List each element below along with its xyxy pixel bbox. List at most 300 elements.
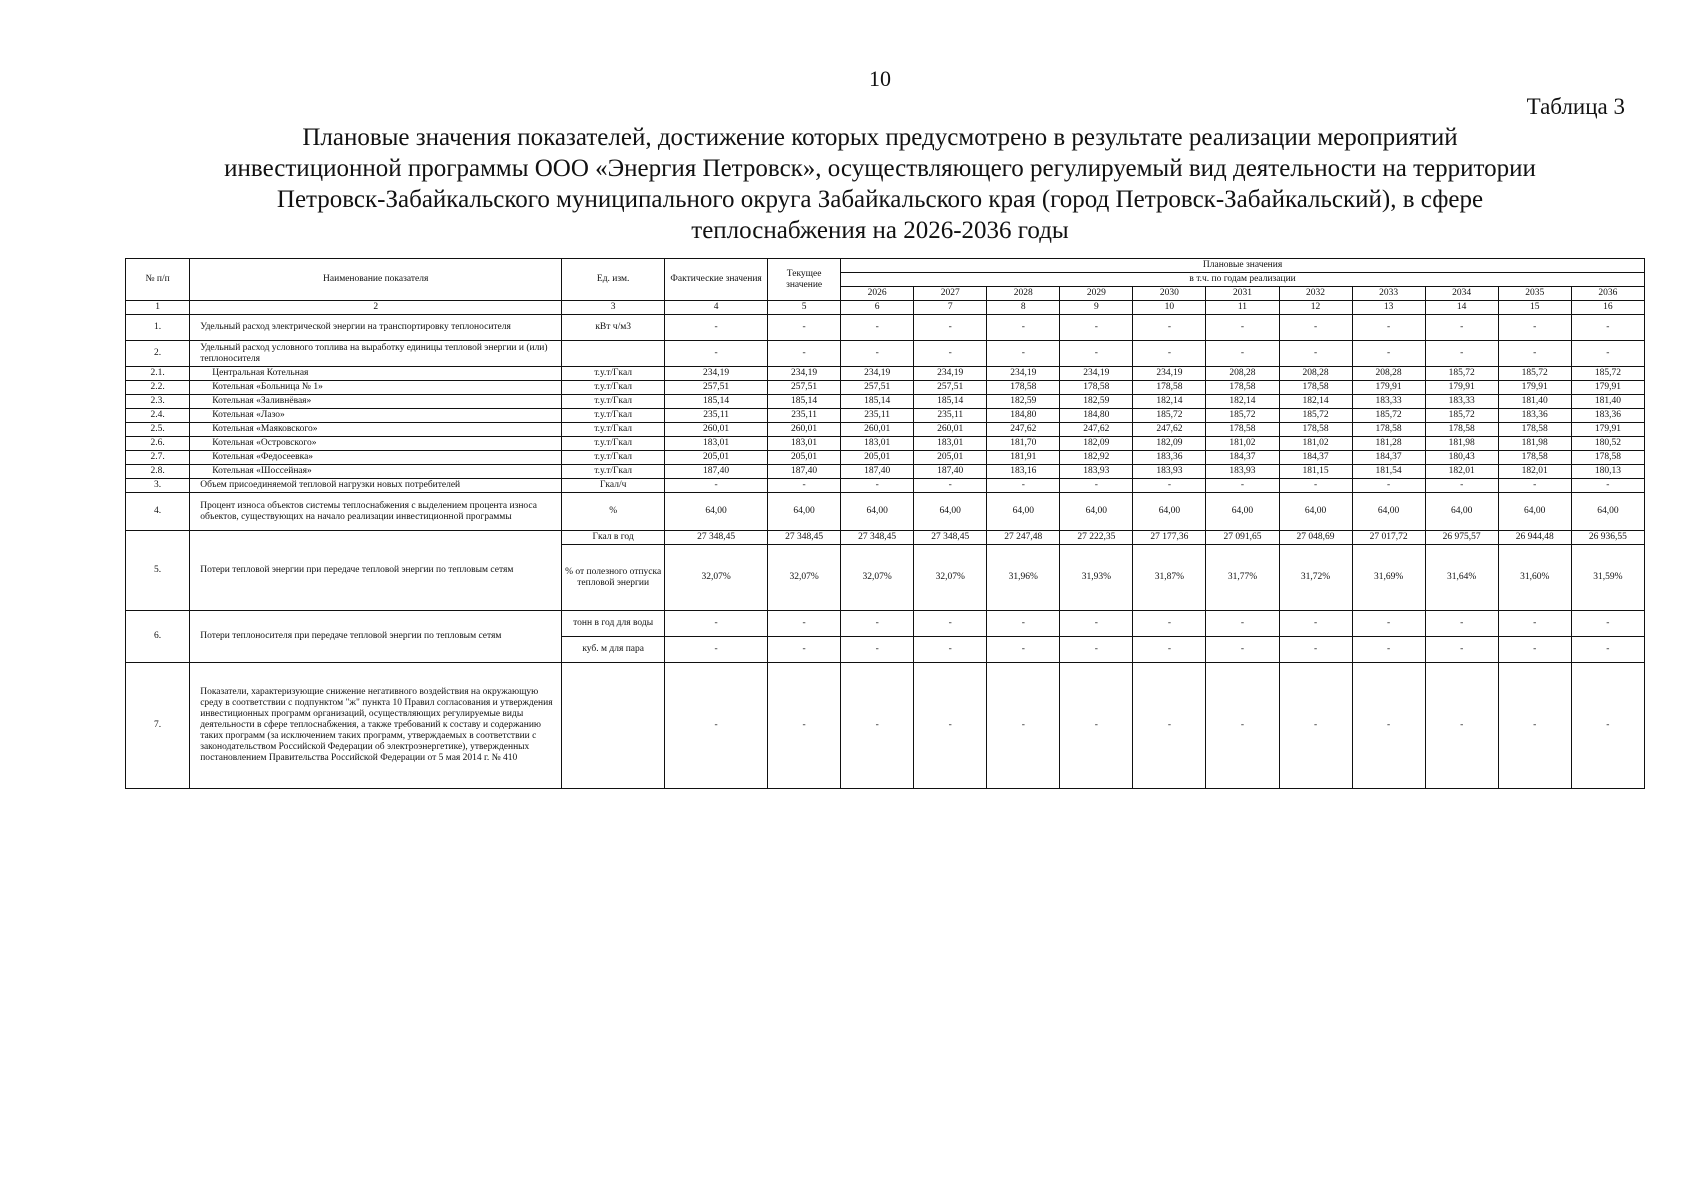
- column-number: 5: [768, 301, 841, 315]
- year-header: 2030: [1133, 287, 1206, 301]
- table-row: [126, 451, 1645, 465]
- value-cell: 260,01: [768, 423, 841, 437]
- value-cell: 187,40: [914, 465, 987, 479]
- value-cell: -: [1206, 611, 1279, 637]
- value-cell: -: [768, 637, 841, 663]
- table-row: [126, 395, 1645, 409]
- value-cell: 184,37: [1279, 451, 1352, 465]
- value-cell: -: [1206, 663, 1279, 789]
- value-cell: -: [1279, 663, 1352, 789]
- indicator-name: Потери теплоносителя при передаче тепловой энергии по тепловым сетям: [190, 611, 562, 663]
- value-cell: 27 348,45: [768, 531, 841, 545]
- value-cell: 260,01: [665, 423, 768, 437]
- value-cell: 234,19: [914, 367, 987, 381]
- value-cell: 178,58: [1425, 423, 1498, 437]
- value-cell: -: [987, 637, 1060, 663]
- unit: т.у.т/Гкал: [562, 409, 665, 423]
- year-header: 2026: [841, 287, 914, 301]
- value-cell: 181,15: [1279, 465, 1352, 479]
- value-cell: 257,51: [914, 381, 987, 395]
- value-cell: 182,09: [1060, 437, 1133, 451]
- value-cell: 183,01: [914, 437, 987, 451]
- value-cell: 234,19: [1060, 367, 1133, 381]
- value-cell: -: [841, 315, 914, 341]
- column-numbers-row: [126, 301, 1645, 315]
- value-cell: 234,19: [841, 367, 914, 381]
- row-number: 2.3.: [126, 395, 190, 409]
- value-cell: 178,58: [1279, 381, 1352, 395]
- value-cell: -: [841, 341, 914, 367]
- row-number: 2.7.: [126, 451, 190, 465]
- value-cell: 182,14: [1133, 395, 1206, 409]
- value-cell: 182,01: [1425, 465, 1498, 479]
- value-cell: 64,00: [1206, 493, 1279, 531]
- value-cell: 184,37: [1206, 451, 1279, 465]
- value-cell: -: [1352, 479, 1425, 493]
- indicator-name: Котельная «Заливнёвая»: [190, 395, 562, 409]
- value-cell: 32,07%: [841, 545, 914, 611]
- table-row: [126, 341, 1645, 367]
- value-cell: -: [914, 341, 987, 367]
- value-cell: -: [1060, 315, 1133, 341]
- value-cell: -: [1571, 663, 1644, 789]
- value-cell: 179,91: [1571, 381, 1644, 395]
- row-number: 2.4.: [126, 409, 190, 423]
- value-cell: 27 348,45: [914, 531, 987, 545]
- value-cell: -: [1425, 341, 1498, 367]
- value-cell: -: [1060, 637, 1133, 663]
- value-cell: 183,01: [841, 437, 914, 451]
- indicator-name: Котельная «Лазо»: [190, 409, 562, 423]
- year-header: 2031: [1206, 287, 1279, 301]
- value-cell: -: [1133, 341, 1206, 367]
- value-cell: 260,01: [841, 423, 914, 437]
- value-cell: 205,01: [914, 451, 987, 465]
- value-cell: -: [987, 341, 1060, 367]
- value-cell: 181,98: [1498, 437, 1571, 451]
- page-number: 10: [869, 66, 891, 91]
- value-cell: 182,14: [1206, 395, 1279, 409]
- value-cell: 178,58: [987, 381, 1060, 395]
- indicator-name: Удельный расход условного топлива на выработку единицы тепловой энергии и (или) теплоносителя: [190, 341, 562, 367]
- value-cell: -: [768, 341, 841, 367]
- value-cell: -: [665, 341, 768, 367]
- indicator-name: Процент износа объектов системы теплоснабжения с выделением процента износа объектов, существующих на начало реализации инвестиционной программы: [190, 493, 562, 531]
- unit: тонн в год для воды: [562, 611, 665, 637]
- value-cell: 205,01: [665, 451, 768, 465]
- value-cell: -: [1498, 341, 1571, 367]
- value-cell: 180,52: [1571, 437, 1644, 451]
- value-cell: 64,00: [914, 493, 987, 531]
- value-cell: 235,11: [914, 409, 987, 423]
- value-cell: -: [1279, 315, 1352, 341]
- value-cell: 234,19: [768, 367, 841, 381]
- value-cell: -: [1571, 637, 1644, 663]
- table-row: [126, 423, 1645, 437]
- column-number: 15: [1498, 301, 1571, 315]
- value-cell: 182,59: [987, 395, 1060, 409]
- value-cell: 31,72%: [1279, 545, 1352, 611]
- value-cell: -: [1571, 611, 1644, 637]
- value-cell: 179,91: [1425, 381, 1498, 395]
- title-line: теплоснабжения на 2026-2036 годы: [691, 217, 1069, 244]
- value-cell: -: [1352, 637, 1425, 663]
- value-cell: 184,37: [1352, 451, 1425, 465]
- unit: т.у.т/Гкал: [562, 451, 665, 465]
- table-row: [126, 409, 1645, 423]
- value-cell: -: [1279, 611, 1352, 637]
- column-number: 10: [1133, 301, 1206, 315]
- value-cell: -: [841, 663, 914, 789]
- value-cell: 31,87%: [1133, 545, 1206, 611]
- value-cell: 205,01: [768, 451, 841, 465]
- value-cell: 185,72: [1206, 409, 1279, 423]
- row-number: 2.: [126, 341, 190, 367]
- value-cell: 234,19: [665, 367, 768, 381]
- value-cell: 31,69%: [1352, 545, 1425, 611]
- value-cell: 208,28: [1206, 367, 1279, 381]
- unit: т.у.т/Гкал: [562, 367, 665, 381]
- value-cell: -: [1352, 663, 1425, 789]
- column-number: 12: [1279, 301, 1352, 315]
- value-cell: -: [1060, 611, 1133, 637]
- unit: Гкал в год: [562, 531, 665, 545]
- indicator-name: Котельная «Маяковского»: [190, 423, 562, 437]
- value-cell: 235,11: [665, 409, 768, 423]
- column-number: 2: [190, 301, 562, 315]
- column-number: 6: [841, 301, 914, 315]
- unit: т.у.т/Гкал: [562, 437, 665, 451]
- value-cell: 184,80: [987, 409, 1060, 423]
- value-cell: 183,16: [987, 465, 1060, 479]
- unit: [562, 663, 665, 789]
- value-cell: 208,28: [1352, 367, 1425, 381]
- value-cell: -: [987, 663, 1060, 789]
- unit: Гкал/ч: [562, 479, 665, 493]
- header-num: № п/п: [126, 259, 190, 301]
- value-cell: 31,96%: [987, 545, 1060, 611]
- value-cell: 64,00: [1133, 493, 1206, 531]
- value-cell: 27 348,45: [665, 531, 768, 545]
- table-row: [126, 479, 1645, 493]
- year-header: 2035: [1498, 287, 1571, 301]
- value-cell: -: [841, 611, 914, 637]
- value-cell: 27 247,48: [987, 531, 1060, 545]
- value-cell: -: [1206, 637, 1279, 663]
- value-cell: 178,58: [1571, 451, 1644, 465]
- value-cell: 183,93: [1206, 465, 1279, 479]
- value-cell: 27 048,69: [1279, 531, 1352, 545]
- value-cell: 257,51: [768, 381, 841, 395]
- table-row: [126, 663, 1645, 789]
- value-cell: -: [987, 479, 1060, 493]
- value-cell: 178,58: [1498, 451, 1571, 465]
- value-cell: -: [914, 637, 987, 663]
- column-number: 3: [562, 301, 665, 315]
- value-cell: 182,09: [1133, 437, 1206, 451]
- value-cell: -: [1060, 341, 1133, 367]
- title-line: инвестиционной программы ООО «Энергия Петровск», осуществляющего регулируемый вид деятельности на территории: [224, 155, 1536, 182]
- column-number: 11: [1206, 301, 1279, 315]
- value-cell: 31,77%: [1206, 545, 1279, 611]
- value-cell: 187,40: [841, 465, 914, 479]
- value-cell: -: [1571, 479, 1644, 493]
- value-cell: 178,58: [1206, 381, 1279, 395]
- value-cell: 187,40: [768, 465, 841, 479]
- column-number: 8: [987, 301, 1060, 315]
- value-cell: 27 017,72: [1352, 531, 1425, 545]
- value-cell: -: [1352, 611, 1425, 637]
- value-cell: 64,00: [841, 493, 914, 531]
- indicator-name: Котельная «Больница № 1»: [190, 381, 562, 395]
- value-cell: -: [1279, 479, 1352, 493]
- value-cell: 185,14: [914, 395, 987, 409]
- value-cell: 181,40: [1498, 395, 1571, 409]
- value-cell: -: [914, 611, 987, 637]
- value-cell: 260,01: [914, 423, 987, 437]
- unit: %: [562, 493, 665, 531]
- value-cell: -: [1425, 637, 1498, 663]
- value-cell: 185,14: [665, 395, 768, 409]
- value-cell: -: [1425, 315, 1498, 341]
- indicator-name: Удельный расход электрической энергии на транспортировку теплоносителя: [190, 315, 562, 341]
- column-number: 9: [1060, 301, 1133, 315]
- value-cell: 208,28: [1279, 367, 1352, 381]
- value-cell: -: [768, 315, 841, 341]
- column-number: 1: [126, 301, 190, 315]
- value-cell: 26 944,48: [1498, 531, 1571, 545]
- indicator-name: Показатели, характеризующие снижение негативного воздействия на окружающую среду в соответствии с подпунктом "ж" пункта 10 Правил согласования и утверждения инвестиционных программ организаций, осуществляющих регулируемые виды деятельности в сфере теплоснабжения, а также требований к составу и содержанию таких программ (за исключением таких программ, утверждаемых в соответствии с законодательством Российской Федерации об электроэнергетике), утвержденных постановлением Правительства Российской Федерации от 5 мая 2014 г. № 410: [190, 663, 562, 789]
- value-cell: 182,14: [1279, 395, 1352, 409]
- value-cell: 179,91: [1571, 423, 1644, 437]
- value-cell: -: [987, 315, 1060, 341]
- value-cell: 185,72: [1425, 409, 1498, 423]
- value-cell: 184,80: [1060, 409, 1133, 423]
- value-cell: 64,00: [665, 493, 768, 531]
- value-cell: -: [1498, 479, 1571, 493]
- header-name: Наименование показателя: [190, 259, 562, 301]
- value-cell: 183,93: [1133, 465, 1206, 479]
- row-number: 2.5.: [126, 423, 190, 437]
- value-cell: 27 222,35: [1060, 531, 1133, 545]
- unit: т.у.т/Гкал: [562, 395, 665, 409]
- value-cell: 183,36: [1571, 409, 1644, 423]
- row-number: 7.: [126, 663, 190, 789]
- column-number: 4: [665, 301, 768, 315]
- value-cell: 27 091,65: [1206, 531, 1279, 545]
- table-row: [126, 493, 1645, 531]
- value-cell: 181,70: [987, 437, 1060, 451]
- value-cell: -: [1425, 611, 1498, 637]
- value-cell: -: [987, 611, 1060, 637]
- value-cell: 180,13: [1571, 465, 1644, 479]
- value-cell: -: [665, 637, 768, 663]
- value-cell: 31,60%: [1498, 545, 1571, 611]
- value-cell: 181,02: [1206, 437, 1279, 451]
- value-cell: -: [768, 611, 841, 637]
- value-cell: 235,11: [768, 409, 841, 423]
- value-cell: -: [914, 479, 987, 493]
- value-cell: -: [1206, 479, 1279, 493]
- value-cell: 179,91: [1498, 381, 1571, 395]
- value-cell: -: [1279, 637, 1352, 663]
- table-row: [126, 437, 1645, 451]
- value-cell: 178,58: [1206, 423, 1279, 437]
- value-cell: -: [1133, 637, 1206, 663]
- value-cell: 32,07%: [914, 545, 987, 611]
- value-cell: 64,00: [1425, 493, 1498, 531]
- value-cell: -: [1571, 315, 1644, 341]
- unit: [562, 341, 665, 367]
- value-cell: 183,36: [1133, 451, 1206, 465]
- value-cell: -: [841, 479, 914, 493]
- value-cell: 32,07%: [665, 545, 768, 611]
- column-number: 16: [1571, 301, 1644, 315]
- header-row: [126, 259, 1645, 273]
- indicator-name: Котельная «Шоссейная»: [190, 465, 562, 479]
- year-header: 2032: [1279, 287, 1352, 301]
- value-cell: 178,58: [1133, 381, 1206, 395]
- table-row: [126, 611, 1645, 637]
- value-cell: 235,11: [841, 409, 914, 423]
- value-cell: 181,98: [1425, 437, 1498, 451]
- indicator-name: Потери тепловой энергии при передаче тепловой энергии по тепловым сетям: [190, 531, 562, 611]
- row-number: 2.2.: [126, 381, 190, 395]
- value-cell: 27 177,36: [1133, 531, 1206, 545]
- value-cell: -: [1498, 637, 1571, 663]
- value-cell: 31,93%: [1060, 545, 1133, 611]
- value-cell: -: [1060, 663, 1133, 789]
- year-header: 2036: [1571, 287, 1644, 301]
- header-planned: Плановые значения: [841, 259, 1645, 273]
- value-cell: 187,40: [665, 465, 768, 479]
- value-cell: -: [1279, 341, 1352, 367]
- value-cell: 178,58: [1498, 423, 1571, 437]
- unit: т.у.т/Гкал: [562, 423, 665, 437]
- row-number: 1.: [126, 315, 190, 341]
- column-number: 14: [1425, 301, 1498, 315]
- header-actual: Фактические значения: [665, 259, 768, 301]
- value-cell: -: [841, 637, 914, 663]
- row-number: 2.6.: [126, 437, 190, 451]
- document-title: [125, 122, 1635, 246]
- value-cell: -: [1425, 663, 1498, 789]
- value-cell: -: [1498, 663, 1571, 789]
- value-cell: -: [665, 611, 768, 637]
- value-cell: 185,72: [1279, 409, 1352, 423]
- value-cell: 185,72: [1133, 409, 1206, 423]
- value-cell: 234,19: [1133, 367, 1206, 381]
- value-cell: -: [1206, 315, 1279, 341]
- value-cell: 257,51: [841, 381, 914, 395]
- value-cell: -: [1571, 341, 1644, 367]
- header-unit: Ед. изм.: [562, 259, 665, 301]
- value-cell: 183,01: [768, 437, 841, 451]
- value-cell: 185,14: [841, 395, 914, 409]
- row-number: 5.: [126, 531, 190, 611]
- table-row: [126, 531, 1645, 545]
- row-number: 3.: [126, 479, 190, 493]
- table-row: [126, 315, 1645, 341]
- row-number: 6.: [126, 611, 190, 663]
- unit: т.у.т/Гкал: [562, 381, 665, 395]
- value-cell: 185,72: [1352, 409, 1425, 423]
- unit: т.у.т/Гкал: [562, 465, 665, 479]
- table-row: [126, 381, 1645, 395]
- value-cell: 185,72: [1498, 367, 1571, 381]
- value-cell: -: [665, 479, 768, 493]
- unit: % от полезного отпуска тепловой энергии: [562, 545, 665, 611]
- value-cell: 32,07%: [768, 545, 841, 611]
- indicators-table: [125, 258, 1645, 789]
- value-cell: -: [1060, 479, 1133, 493]
- row-number: 2.1.: [126, 367, 190, 381]
- column-number: 7: [914, 301, 987, 315]
- value-cell: -: [914, 663, 987, 789]
- year-header: 2027: [914, 287, 987, 301]
- value-cell: 64,00: [768, 493, 841, 531]
- value-cell: -: [1352, 341, 1425, 367]
- value-cell: -: [1425, 479, 1498, 493]
- value-cell: -: [768, 479, 841, 493]
- value-cell: 64,00: [1571, 493, 1644, 531]
- table-row: [126, 367, 1645, 381]
- value-cell: 181,02: [1279, 437, 1352, 451]
- year-header: 2028: [987, 287, 1060, 301]
- unit: кВт ч/м3: [562, 315, 665, 341]
- value-cell: 205,01: [841, 451, 914, 465]
- year-header: 2034: [1425, 287, 1498, 301]
- year-header: 2033: [1352, 287, 1425, 301]
- value-cell: 180,43: [1425, 451, 1498, 465]
- value-cell: -: [1498, 315, 1571, 341]
- value-cell: 183,33: [1352, 395, 1425, 409]
- value-cell: 31,59%: [1571, 545, 1644, 611]
- value-cell: 183,93: [1060, 465, 1133, 479]
- value-cell: 185,14: [768, 395, 841, 409]
- value-cell: -: [1133, 479, 1206, 493]
- column-number: 13: [1352, 301, 1425, 315]
- value-cell: 234,19: [987, 367, 1060, 381]
- table-row: [126, 465, 1645, 479]
- value-cell: 181,91: [987, 451, 1060, 465]
- year-header: 2029: [1060, 287, 1133, 301]
- value-cell: 64,00: [1279, 493, 1352, 531]
- value-cell: -: [1352, 315, 1425, 341]
- value-cell: 181,28: [1352, 437, 1425, 451]
- value-cell: 179,91: [1352, 381, 1425, 395]
- value-cell: -: [1133, 611, 1206, 637]
- indicator-name: Котельная «Федосеевка»: [190, 451, 562, 465]
- value-cell: 183,01: [665, 437, 768, 451]
- value-cell: 181,40: [1571, 395, 1644, 409]
- value-cell: 182,59: [1060, 395, 1133, 409]
- value-cell: -: [1498, 611, 1571, 637]
- value-cell: 27 348,45: [841, 531, 914, 545]
- value-cell: 26 936,55: [1571, 531, 1644, 545]
- value-cell: 247,62: [1060, 423, 1133, 437]
- table-label: Таблица 3: [1526, 94, 1625, 119]
- value-cell: 182,92: [1060, 451, 1133, 465]
- indicator-name: Центральная Котельная: [190, 367, 562, 381]
- header-by-years: в т.ч. по годам реализации: [841, 273, 1645, 287]
- value-cell: 64,00: [1352, 493, 1425, 531]
- title-line: Петровск-Забайкальского муниципального округа Забайкальского края (город Петровск-Забайкальский), в сфере: [276, 186, 1484, 213]
- value-cell: 183,33: [1425, 395, 1498, 409]
- value-cell: 185,72: [1425, 367, 1498, 381]
- value-cell: 64,00: [987, 493, 1060, 531]
- value-cell: -: [665, 315, 768, 341]
